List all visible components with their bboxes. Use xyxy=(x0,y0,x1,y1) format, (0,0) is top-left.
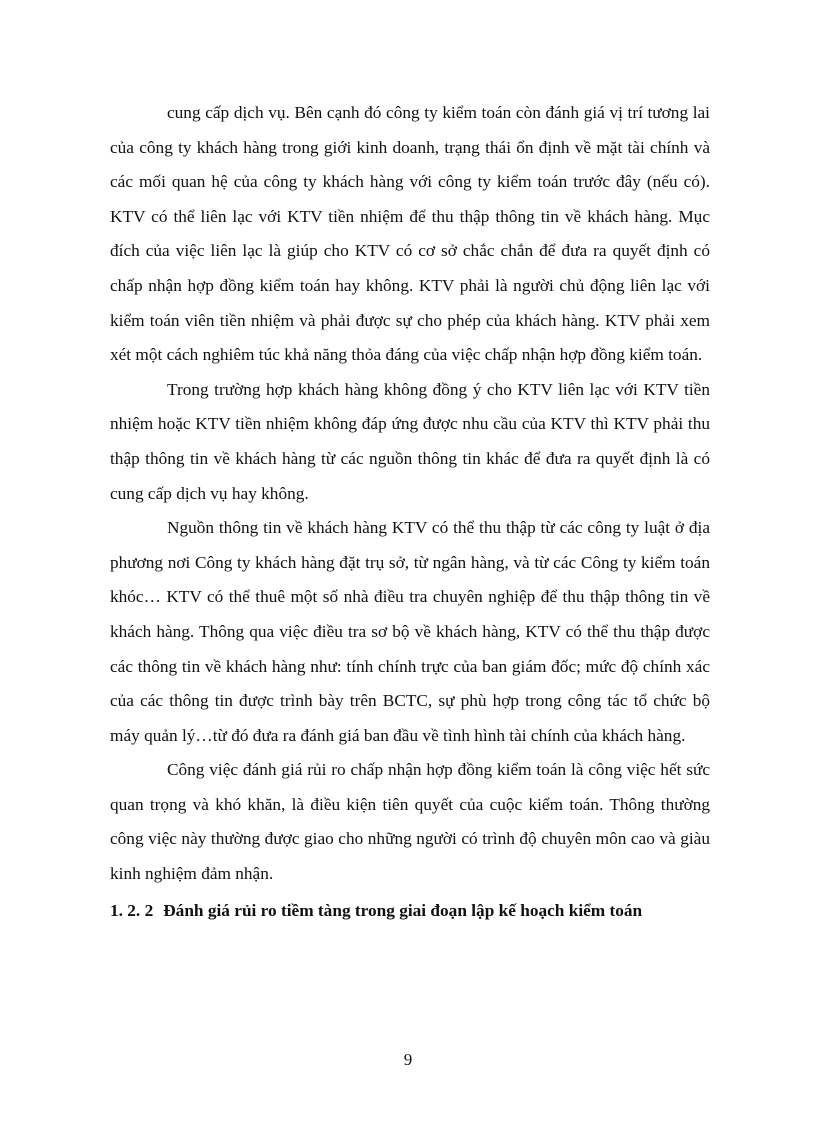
page-number: 9 xyxy=(403,1050,413,1069)
paragraph-3: Nguồn thông tin về khách hàng KTV có thể thu thập từ các công ty luật ở địa phương nơi Công ty khách hàng đặt trụ sở, từ ngân hàng, và từ các Công ty kiểm toán khóc… KTV có thể thuê một số nhà điều tra chuyên nghiệp để thu thập thông tin về khách hàng. Thông qua việc điều tra sơ bộ về khách hàng, KTV có thể thu thập được các thông tin về khách hàng như: tính chính trực của ban giám đốc; mức độ chính xác của các thông tin được trình bày trên BCTC, sự phù hợp trong công tác tổ chức bộ máy quản lý…từ đó đưa ra đánh giá ban đầu về tình hình tài chính của khách hàng. xyxy=(110,518,710,745)
section-heading xyxy=(110,894,710,929)
section-title: Đánh giá rủi ro tiềm tàng trong giai đoạn lập kế hoạch kiểm toán xyxy=(163,900,643,920)
paragraph-4: Công việc đánh giá rủi ro chấp nhận hợp đồng kiểm toán là công việc hết sức quan trọng và khó khăn, là điều kiện tiên quyết của cuộc kiểm toán. Thông thường công việc này thường được giao cho những người có trình độ chuyên môn cao và giàu kinh nghiệm đảm nhận. xyxy=(110,760,710,884)
document-page xyxy=(110,96,710,928)
paragraph-2: Trong trường hợp khách hàng không đồng ý cho KTV liên lạc với KTV tiền nhiệm hoặc KTV tiền nhiệm không đáp ứng được nhu cầu của KTV thì KTV phải thu thập thông tin về khách hàng từ các nguồn thông tin khác để đưa ra quyết định là có cung cấp dịch vụ hay không. xyxy=(110,379,710,503)
paragraph-1: cung cấp dịch vụ. Bên cạnh đó công ty kiểm toán còn đánh giá vị trí tương lai của công ty khách hàng trong giới kinh doanh, trạng thái ổn định về mặt tài chính và các mối quan hệ của công ty khách hàng với công ty kiểm toán trước đây (nếu có). KTV có thể liên lạc với KTV tiền nhiệm để thu thập thông tin về khách hàng. Mục đích của việc liên lạc là giúp cho KTV có cơ sở chắc chắn để đưa ra quyết định có chấp nhận hợp đồng kiểm toán hay không. KTV phải là người chủ động liên lạc với kiểm toán viên tiền nhiệm và phải được sự cho phép của khách hàng. KTV phải xem xét một cách nghiêm túc khả năng thỏa đáng của việc chấp nhận hợp đồng kiểm toán. xyxy=(110,103,710,365)
section-number: 1. 2. 2 xyxy=(110,900,154,920)
